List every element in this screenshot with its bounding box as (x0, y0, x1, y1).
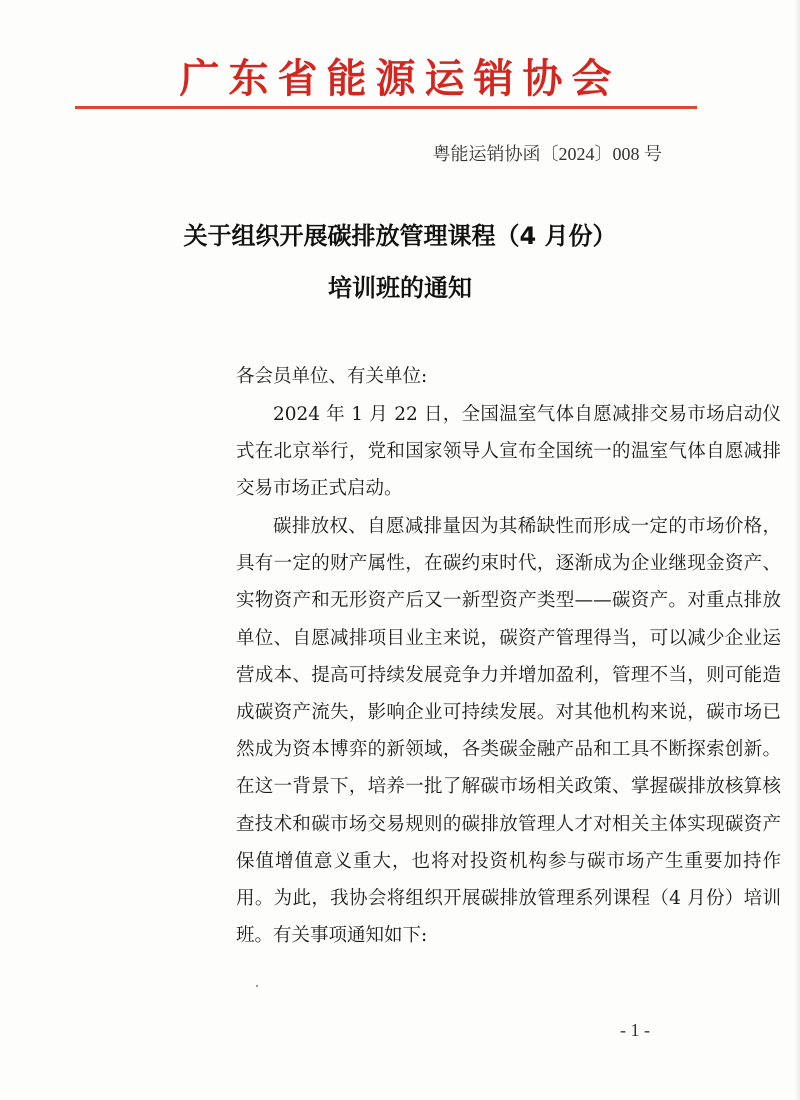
document-number: 粤能运销协函〔2024〕008 号 (432, 144, 662, 164)
document-title-line-1: 关于组织开展碳排放管理课程（4 月份） (183, 222, 617, 250)
letterhead-red-rule (75, 106, 697, 109)
page-number: - 1 - (620, 1020, 650, 1040)
scan-speck (256, 985, 258, 987)
scan-edge-shadow (794, 0, 800, 1100)
letterhead-org-name: 广东省能源运销协会 (179, 55, 621, 102)
salutation: 各会员单位、有关单位: (236, 366, 428, 387)
document-title-line-2: 培训班的通知 (328, 274, 472, 302)
body-paragraph-1: 2024 年 1 月 22 日，全国温室气体自愿减排交易市场启动仪式在北京举行，党和国家领导人宣布全国统一的温室气体自愿减排交易市场正式启动。 (236, 404, 781, 500)
body-paragraph-2: 碳排放权、自愿减排量因为其稀缺性而形成一定的市场价格，具有一定的财产属性，在碳约束时代，逐渐成为企业继现金资产、实物资产和无形资产后又一新型资产类型——碳资产。对重点排放单位、自愿减排项目业主来说，碳资产管理得当，可以减少企业运营成本、提高可持续发展竞争力并增加盈利，管理不当，则可能造成碳资产流失，影响企业可持续发展。对其他机构来说，碳市场已然成为资本博弈的新领域，各类碳金融产品和工具不断探索创新。在这一背景下，培养一批了解碳市场相关政策、掌握碳排放核算核查技术和碳市场交易规则的碳排放管理人才对相关主体实现碳资产保值增值意义重大，也将对投资机构参与碳市场产生重要加持作用。为此，我协会将组织开展碳排放管理系列课程（4 月份）培训班。有关事项通知如下: (236, 516, 781, 947)
